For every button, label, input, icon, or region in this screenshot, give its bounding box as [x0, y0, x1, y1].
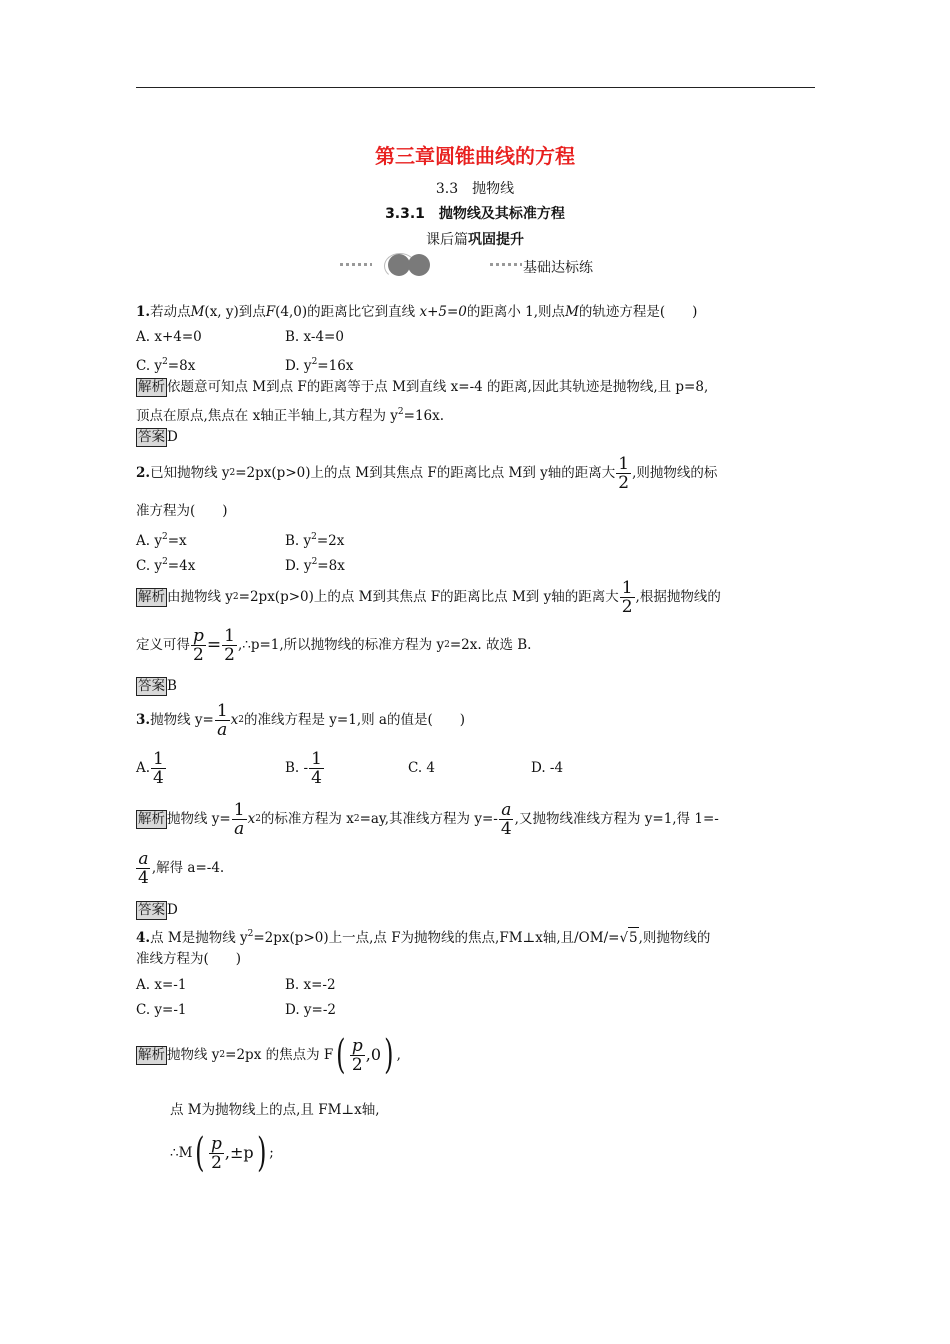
q2-stem-cont: 准方程为( ): [136, 503, 228, 519]
q4-option-d: D. y=-2: [285, 1002, 337, 1018]
fraction-p-over-2: $\frac{p}{2}$: [351, 1035, 363, 1075]
q3-option-d: D. -4: [531, 760, 564, 776]
q3-analysis: 解析 抛物线 y= $\frac{1}{a}$ x 2 的标准方程为 x 2 =ay,其准线方程为 y=- $\frac{a}{4}$ ,又抛物线准线方程为 y=1,得 1=-: [138, 799, 719, 839]
circle-icon: [408, 254, 430, 276]
analysis-tag: 解析: [138, 1046, 165, 1063]
fraction-one-over-a: $\frac{1}{a}$: [216, 700, 228, 740]
q2-option-b: B. $y^2=2x$: [285, 532, 345, 549]
q3-option-b: B. - $\frac{1}{4}$: [285, 748, 322, 788]
left-paren: (: [336, 1032, 346, 1078]
q4-option-b: B. x=-2: [285, 977, 336, 993]
q3-option-a: A. $\frac{1}{4}$: [136, 748, 164, 788]
q1-answer: 答案 D: [138, 429, 178, 445]
q4-option-a: A. x=-1: [136, 977, 187, 993]
fraction-half: $\frac{1}{2}$: [224, 625, 235, 665]
q2-answer: 答案 B: [138, 678, 177, 694]
analysis-tag: 解析: [138, 810, 165, 827]
answer-tag: 答案: [138, 429, 165, 445]
fraction-p-over-2: $\frac{p}{2}$: [211, 1133, 222, 1173]
fraction-one-over-a: $\frac{1}{a}$: [233, 799, 245, 839]
top-rule: [136, 87, 815, 88]
q4-analysis: 解析 抛物线 y 2 =2px 的焦点为 F ( $\frac{p}{2}$ ,0 ) ,: [138, 1032, 401, 1078]
section-divider: [340, 252, 620, 278]
circle-icon: [388, 254, 410, 276]
subsection-title: 3.3.1 抛物线及其标准方程: [385, 206, 565, 222]
q1-stem: 1.若动点M(x, y)到点F(4,0)的距离比它到直线 x+5=0的距离小 1,则点M的轨迹方程是( ): [136, 304, 698, 320]
fraction-p-over-2: $\frac{p}{2}$: [193, 625, 204, 665]
q3-option-c: C. 4: [408, 760, 436, 776]
q2-stem: 2. 已知抛物线 y 2 =2px(p>0)上的点 M到其焦点 F的距离比点 M到 y轴的距离大 $\frac{1}{2}$ ,则抛物线的标: [136, 453, 718, 493]
q1-analysis: 解析 依题意可知点 M到点 F的距离等于点 M到直线 x=-4 的距离,因此其轨迹是抛物线,且 p=8,: [138, 379, 709, 395]
sqrt-symbol: √: [619, 930, 629, 946]
section-title: 3.3 抛物线: [435, 181, 515, 197]
chapter-title: 第三章圆锥曲线的方程: [375, 144, 575, 168]
analysis-tag: 解析: [138, 588, 165, 605]
fraction-half: $\frac{1}{2}$: [621, 577, 633, 617]
q4-stem: 4.点 M是抛物线 $y^2=2px(p>0)$上一点,点 F为抛物线的焦点,FM⊥x轴,且/OM/=√5,则抛物线的: [136, 929, 711, 946]
fraction-half: $\frac{1}{2}$: [618, 453, 630, 493]
q2-option-d: D. $y^2=8x$: [285, 557, 345, 574]
q2-option-a: A. $y^2=x$: [136, 532, 187, 549]
q4-stem-cont: 准线方程为( ): [136, 951, 242, 967]
q1-analysis-cont: 顶点在原点,焦点在 x轴正半轴上,其方程为 $y^2=16x$.: [136, 407, 445, 424]
fraction-quarter: $\frac{1}{4}$: [153, 748, 164, 788]
right-paren: ): [384, 1032, 394, 1078]
q3-analysis-cont: $\frac{a}{4}$ ,解得 a=-4.: [138, 848, 225, 888]
divider-label: 基础达标练: [523, 260, 593, 276]
fraction-quarter: $\frac{1}{4}$: [311, 748, 322, 788]
q1-option-a: A. x+4=0: [136, 329, 202, 345]
right-paren: ): [256, 1130, 267, 1176]
q2-option-c: C. $y^2=4x$: [136, 557, 196, 574]
q4-option-c: C. y=-1: [136, 1002, 187, 1018]
q1-option-b: B. x-4=0: [285, 329, 344, 345]
left-paren: (: [195, 1130, 205, 1176]
q1-option-c: C. $y^2=8x$: [136, 357, 196, 374]
fraction-a-over-4: $\frac{a}{4}$: [138, 848, 149, 888]
q2-analysis-cont: 定义可得 $\frac{p}{2}$ = $\frac{1}{2}$ ,∴p=1,所以抛物线的标准方程为 y 2 =2x. 故选 B.: [136, 625, 532, 665]
dots-left: [340, 263, 372, 266]
stage-title: 课后篇巩固提升: [426, 232, 524, 248]
q4-analysis-line3: ∴M ( $\frac{p}{2}$ ,±p ) ;: [170, 1130, 274, 1176]
q3-stem: 3. 抛物线 y= $\frac{1}{a}$ x 2 的准线方程是 y=1,则 a的值是( ): [136, 700, 465, 740]
dots-right: [490, 263, 522, 266]
answer-tag: 答案: [138, 902, 165, 918]
analysis-tag: 解析: [138, 379, 165, 395]
q4-analysis-line2: 点 M为抛物线上的点,且 FM⊥x轴,: [170, 1102, 380, 1118]
q1-option-d: D. $y^2=16x$: [285, 357, 354, 374]
sqrt-radicand: 5: [628, 927, 639, 948]
q3-answer: 答案 D: [138, 902, 178, 918]
fraction-a-over-4: $\frac{a}{4}$: [500, 799, 512, 839]
q2-analysis: 解析 由抛物线 y 2 =2px(p>0)上的点 M到其焦点 F的距离比点 M到 y轴的距离大 $\frac{1}{2}$ ,根据抛物线的: [138, 577, 721, 617]
answer-tag: 答案: [138, 678, 165, 694]
